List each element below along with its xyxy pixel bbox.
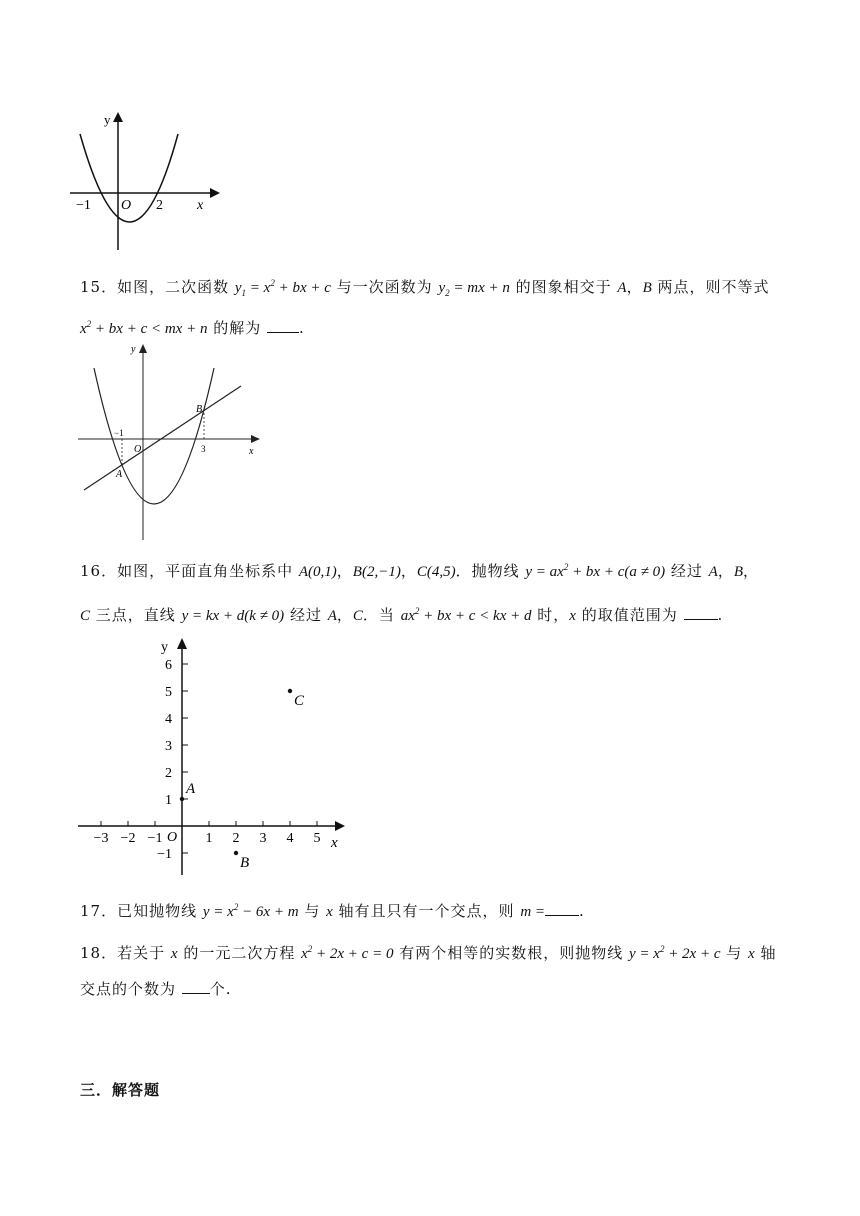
q15-tick-neg1: −1 xyxy=(114,428,124,438)
q15-number: 15． xyxy=(80,278,118,296)
q16-number: 16． xyxy=(80,562,118,580)
q15-point-b-label: B xyxy=(196,404,203,415)
q15-line xyxy=(84,386,241,490)
q14-x-label: x xyxy=(197,198,204,213)
q16-y-tick-label: 4 xyxy=(165,712,172,727)
q14-tick-neg1: −1 xyxy=(76,198,91,213)
q16-y-tick-label: 3 xyxy=(165,739,172,754)
q16-y-arrow xyxy=(177,638,187,649)
q15-answer-blank[interactable] xyxy=(267,318,299,333)
q16-point-a xyxy=(180,797,184,801)
q14-y-arrow xyxy=(113,112,123,122)
q16-coordinate-figure xyxy=(75,635,350,880)
q16-x-tick-label: 2 xyxy=(232,831,240,846)
q16-x-tick-label: 4 xyxy=(286,831,294,846)
q16-point-b-label: B xyxy=(240,855,250,871)
q16-y-tick-label: −1 xyxy=(157,847,172,862)
q16-x-tick-label: 5 xyxy=(313,831,321,846)
q15-x-label: x xyxy=(249,446,254,457)
q16-origin-label: O xyxy=(167,830,178,845)
q14-origin-label: O xyxy=(121,198,132,213)
q14-x-arrow xyxy=(210,188,220,198)
q18-number: 18． xyxy=(80,944,118,962)
q16-x-tick-label: −3 xyxy=(93,831,109,846)
q16-answer-blank[interactable] xyxy=(684,605,718,620)
q16-ticks xyxy=(94,658,321,862)
q15-line-1: 15．如图，二次函数 $y_1 = x^2$ + bx + c 与一次函数为 $y_2$ = mx + n 的图象相交于 A，B 两点，则不等式 xyxy=(80,278,770,298)
q16-y-tick-label: 1 xyxy=(165,793,172,808)
section-3-heading: 三．解答题 xyxy=(80,1081,161,1099)
q15-line-2: $x^2$ + bx + c < mx + n 的解为 . xyxy=(80,319,305,337)
q17-number: 17． xyxy=(80,902,118,920)
q15-y-label: y xyxy=(131,344,136,355)
q18-answer-blank[interactable] xyxy=(182,979,210,994)
q15-parabola xyxy=(94,368,214,504)
q14-tick-2: 2 xyxy=(156,198,163,213)
q16-x-arrow xyxy=(335,821,345,831)
q14-parabola-figure xyxy=(70,110,220,255)
q15-y-arrow xyxy=(139,344,147,353)
q14-y-label: y xyxy=(104,112,111,127)
q16-y-tick-label: 5 xyxy=(165,685,172,700)
q16-line-2: C 三点，直线 y = kx + d(k ≠ 0) 经过 A，C．当 $ax^2$ + bx + c < kx + d 时，x 的取值范围为 . xyxy=(80,606,724,624)
q16-point-b xyxy=(234,851,238,855)
q16-y-label: y xyxy=(161,640,168,655)
q15-figure xyxy=(76,340,266,545)
q16-point-c-label: C xyxy=(294,693,305,709)
q15-x-arrow xyxy=(251,435,260,443)
q17-answer-blank[interactable] xyxy=(545,901,579,916)
q17-line: 17．已知抛物线 $y = x^2 - 6x + m$ 与 x 轴有且只有一个交点，则 m = . xyxy=(80,902,585,920)
q16-y-tick-label: 6 xyxy=(165,658,172,673)
q16-point-c xyxy=(288,689,292,693)
q15-tick-3: 3 xyxy=(201,444,206,454)
q16-x-tick-label: 3 xyxy=(259,831,267,846)
q15-origin-label: O xyxy=(134,444,142,455)
q16-y-tick-label: 2 xyxy=(165,766,172,781)
q18-line-1: 18．若关于 x 的一元二次方程 $x^2 + 2x + c = 0$ 有两个相等的实数根，则抛物线 $y = x^2 + 2x + c$ 与 x 轴 xyxy=(80,944,777,962)
q16-x-tick-label: −1 xyxy=(147,831,163,846)
q16-x-tick-label: −2 xyxy=(120,831,136,846)
q16-x-label: x xyxy=(331,835,338,851)
q16-x-tick-label: 1 xyxy=(205,831,213,846)
q16-point-a-label: A xyxy=(186,781,196,797)
q15-point-a-label: A xyxy=(116,469,123,480)
q18-line-2: 交点的个数为 个. xyxy=(80,980,232,998)
q16-line-1: 16．如图，平面直角坐标系中 A(0,1)，B(2,−1)，C(4,5)．抛物线 $y = ax^2$ + bx + c(a ≠ 0) 经过 A，B， xyxy=(80,562,760,580)
